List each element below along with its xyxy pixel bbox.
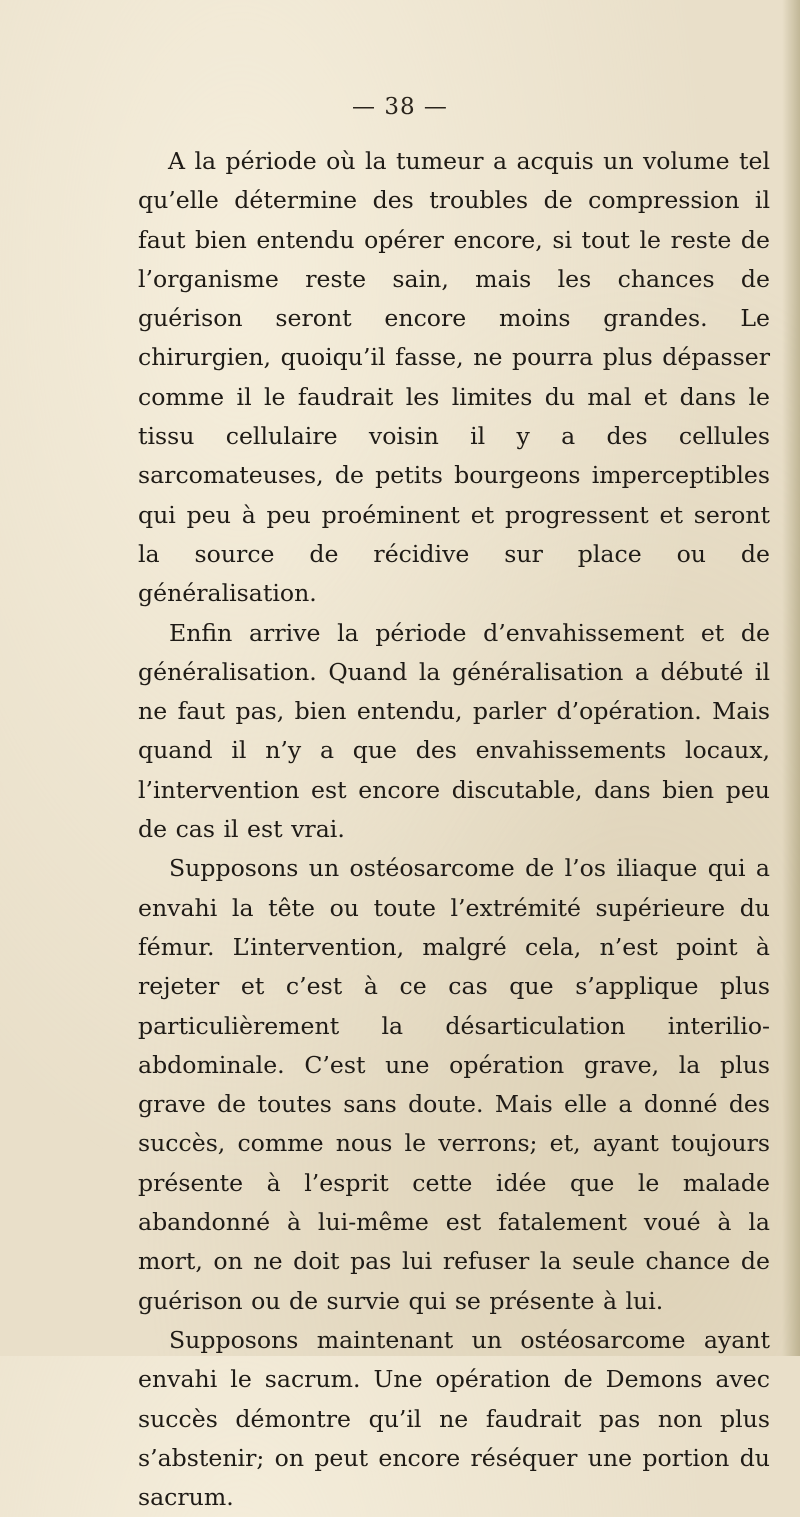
page-edge-shadow	[782, 0, 800, 1356]
page-number: — 38 —	[352, 94, 448, 120]
paragraph-1: A la période où la tumeur a acquis un volume tel qu’elle détermine des troubles de compression il faut bien entendu opérer encore, si tout le reste de l’organisme reste sain, mais les chances de guérison seront encore moins grandes. Le chirurgien, quoiqu’il fasse, ne pourra plus dépasser comme il le faudrait les limites du mal et dans le tissu cellulaire voisin il y a des cellules sarcomateuses, de petits bourgeons imperceptibles qui peu à peu proéminent et progressent et seront la source de récidive sur place ou de généralisation.	[138, 147, 770, 608]
paragraph-3: Supposons un ostéosarcome de l’os iliaque qui a envahi la tête ou toute l’extrémité supérieure du fémur. L’intervention, malgré cela, n’est point à rejeter et c’est à ce cas que s’applique plus particulièrement la désarticulation interilio-abdominale. C’est une opération grave, la plus grave de toutes sans doute. Mais elle a donné des succès, comme nous le verrons; et, ayant toujours présente à l’esprit cette idée que le malade abandonné à lui-même est fatalement voué à la mort, on ne doit pas lui refuser la seule chance de guérison ou de survie qui se présente à lui.	[138, 854, 770, 1315]
paragraph-4: Supposons maintenant un ostéosarcome ayant envahi le sacrum. Une opération de Demons avec succès démontre qu’il ne faudrait pas non plus s’abstenir; on peut encore réséquer une portion du sacrum.	[138, 1325, 770, 1512]
body-text	[138, 142, 770, 1517]
paragraph-2: Enfin arrive la période d’envahissement et de généralisation. Quand la généralisation a débuté il ne faut pas, bien entendu, parler d’opération. Mais quand il n’y a que des envahissements locaux, l’intervention est encore discutable, dans bien peu de cas il est vrai.	[138, 618, 770, 844]
